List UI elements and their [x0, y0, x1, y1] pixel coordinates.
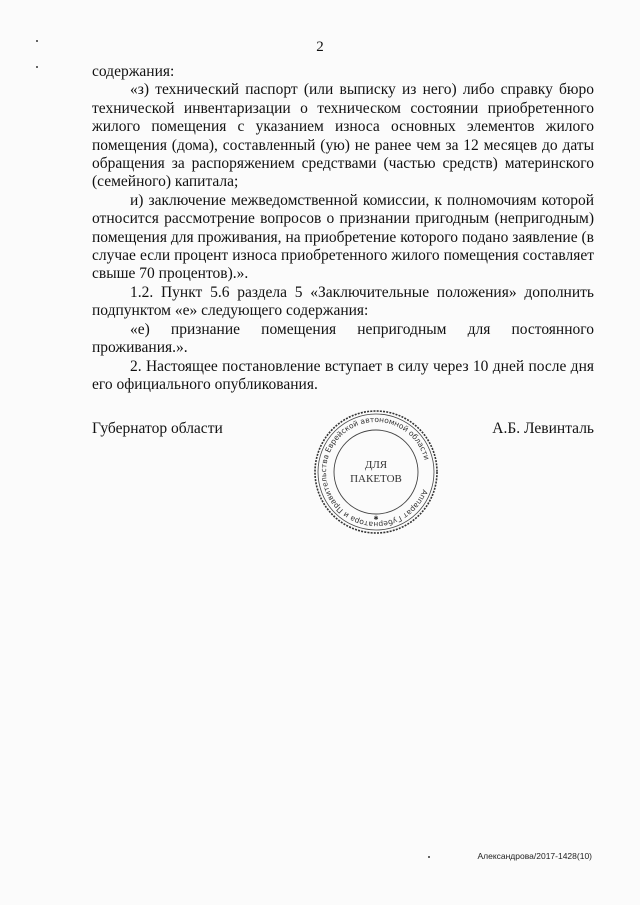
seal-stamp: [312, 408, 440, 536]
stamp-center-line2: ПАКЕТОВ: [350, 473, 402, 485]
paragraph: «з) технический паспорт (или выписку из него) либо справку бюро технической инвентаризации о техническом состоянии приобретенного жилого помещения с указанием износа основных элементов жилого помещения (дома), составленный (ую) не ранее чем за 12 месяцев до даты обращения за распоряжением средствами (частью средств) материнского (семейного) капитала;: [92, 81, 594, 191]
document-body: [92, 63, 594, 394]
scan-speck: [428, 856, 430, 858]
paragraph: 2. Настоящее постановление вступает в силу через 10 дней после дня его официального опубликования.: [92, 357, 594, 393]
paragraph: «е) признание помещения непригодным для постоянного проживания.».: [92, 320, 594, 357]
paragraph: 1.2. Пункт 5.6 раздела 5 «Заключительные положения» дополнить подпунктом «е» следующего содержания:: [92, 283, 594, 320]
stamp-center-line1: ДЛЯ: [364, 459, 388, 471]
stamp-ring-text: Аппарат Губернатора и Правительства Еврейской автономной области: [318, 414, 432, 530]
paragraph: и) заключение межведомственной комиссии, к полномочиям которой относится рассмотрение вопросов о признании пригодным (непригодным) помещения для проживания, на приобретение которого подано заявление (в случае если процент износа приобретенного жилого помещения составляет свыше 70 процентов).».: [92, 191, 594, 283]
stamp-star-icon: ✱: [373, 515, 379, 522]
scan-speck: [36, 66, 38, 68]
paragraph: содержания:: [92, 63, 175, 80]
scan-speck: [36, 40, 38, 42]
page-number: 2: [316, 39, 324, 55]
document-reference: Александрова/2017-1428(10): [477, 851, 592, 861]
signature-title: Губернатор области: [92, 420, 223, 437]
signature-name: А.Б. Левинталь: [492, 420, 594, 437]
